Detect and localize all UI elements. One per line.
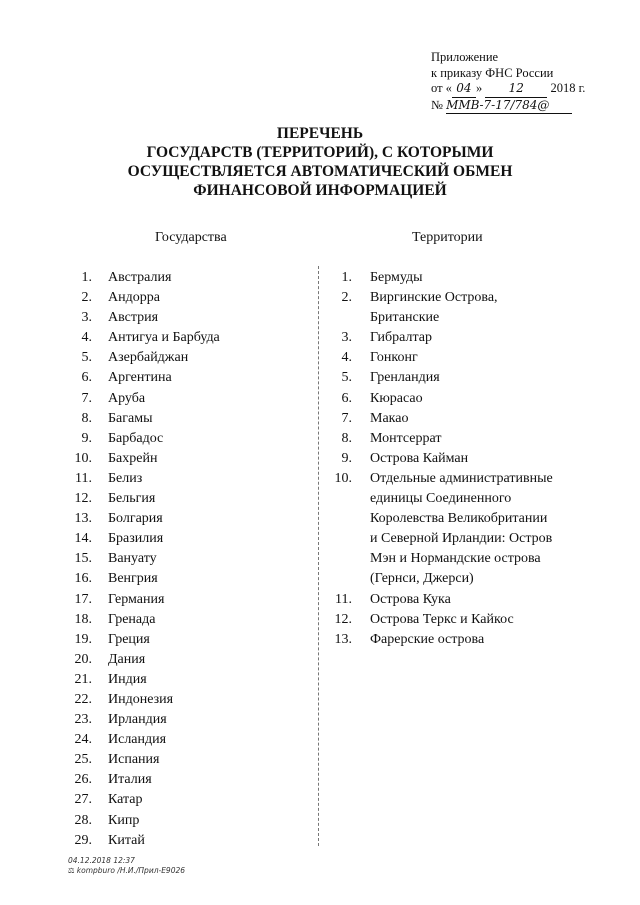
footer-path-text: kompburo /Н.И./Прил-E9026 <box>76 866 186 875</box>
item-name: Венгрия <box>108 571 158 587</box>
item-number <box>330 549 352 569</box>
item-number: 28. <box>74 812 92 828</box>
order-number: ММВ-7-17/784@ <box>446 98 572 115</box>
state-list-item <box>60 569 310 589</box>
item-name: Греция <box>108 631 150 647</box>
territory-list-item <box>330 288 635 308</box>
state-list-item <box>60 368 310 388</box>
item-number: 16. <box>74 571 92 587</box>
appendix-order: к приказу ФНС России <box>431 65 554 80</box>
item-name: Индия <box>108 671 147 687</box>
item-number: 8. <box>341 430 352 446</box>
state-list-item <box>60 429 310 449</box>
date-prefix: от « <box>431 81 452 95</box>
state-list-item <box>60 308 310 328</box>
state-list-item <box>60 529 310 549</box>
states-list <box>60 268 310 851</box>
state-list-item <box>60 750 310 770</box>
item-name: Белиз <box>108 470 143 486</box>
item-name: Барбадос <box>108 430 164 446</box>
item-name: Бермуды <box>370 270 423 285</box>
territories-header: Территории <box>412 230 483 245</box>
item-name: Острова Кайман <box>370 450 469 466</box>
state-list-item <box>60 389 310 409</box>
item-number <box>330 509 352 529</box>
territory-list-item <box>330 429 635 449</box>
date-month: 12 <box>485 81 547 98</box>
item-name: Дания <box>108 651 146 667</box>
item-number <box>330 569 352 589</box>
item-name: и Северной Ирландии: Остров <box>370 531 553 547</box>
territory-list-item <box>330 630 635 650</box>
item-number: 13. <box>334 631 352 647</box>
territory-list-item <box>330 590 635 610</box>
item-name: Гибралтар <box>370 330 433 346</box>
column-divider <box>318 266 319 846</box>
footer-date: 04.12.2018 12:37 <box>68 856 135 865</box>
item-number: 11. <box>75 470 92 486</box>
territory-list-item <box>330 409 635 429</box>
item-number <box>330 529 352 549</box>
item-name: Британские <box>370 310 440 326</box>
item-name: Германия <box>108 591 165 607</box>
item-number: 3. <box>81 310 92 326</box>
state-list-item <box>60 670 310 690</box>
item-number <box>330 308 352 328</box>
item-name: Виргинские Острова, <box>370 290 498 306</box>
item-number: 10. <box>74 450 92 466</box>
item-number: 26. <box>74 772 92 788</box>
item-number: 12. <box>74 491 92 507</box>
states-header: Государства <box>155 230 227 245</box>
state-list-item <box>60 690 310 710</box>
territory-list-item <box>330 348 635 368</box>
item-number: 4. <box>341 350 352 366</box>
state-list-item <box>60 770 310 790</box>
state-list-item <box>60 328 310 348</box>
territory-list-item <box>330 549 635 569</box>
state-list-item <box>60 610 310 630</box>
item-number: 21. <box>74 671 92 687</box>
title-line-1: ПЕРЕЧЕНЬ <box>276 125 364 142</box>
item-name: Гренада <box>108 611 156 627</box>
item-number: 7. <box>81 390 92 406</box>
item-number: 27. <box>74 792 92 808</box>
item-name: Бахрейн <box>108 450 158 466</box>
item-number: 3. <box>341 330 352 346</box>
item-number: 9. <box>341 450 352 466</box>
item-name: Кюрасао <box>370 390 423 406</box>
item-name: Аруба <box>108 390 146 406</box>
item-name: Австрия <box>108 310 159 326</box>
item-name: Индонезия <box>108 691 174 707</box>
item-name: Вануату <box>108 551 157 567</box>
territory-list-item <box>330 569 635 589</box>
title-line-2: ГОСУДАРСТВ (ТЕРРИТОРИЙ), С КОТОРЫМИ <box>146 144 494 161</box>
item-name: Австралия <box>108 270 172 285</box>
item-number: 2. <box>81 290 92 306</box>
item-name: Антигуа и Барбуда <box>108 330 220 346</box>
footer-stamp <box>68 856 185 876</box>
item-name: Ирландия <box>108 712 167 728</box>
item-name: Аргентина <box>108 370 172 386</box>
item-name: Гонконг <box>370 350 418 366</box>
appendix-date <box>431 81 585 98</box>
item-name: Острова Теркс и Кайкос <box>370 611 514 627</box>
state-list-item <box>60 831 310 851</box>
appendix-number <box>431 98 585 115</box>
territory-list-item <box>330 509 635 529</box>
item-number: 23. <box>74 712 92 728</box>
appendix-block <box>431 50 585 114</box>
state-list-item <box>60 630 310 650</box>
item-name: Монтсеррат <box>370 430 442 446</box>
item-number <box>330 489 352 509</box>
item-number: 17. <box>74 591 92 607</box>
state-list-item <box>60 489 310 509</box>
number-prefix: № <box>431 97 443 112</box>
item-name: Бразилия <box>108 531 164 547</box>
item-number: 5. <box>81 350 92 366</box>
territories-list <box>330 268 635 650</box>
item-name: Андорра <box>108 290 160 306</box>
item-name: Королевства Великобритании <box>370 511 548 527</box>
item-number: 9. <box>81 430 92 446</box>
territory-list-item <box>330 389 635 409</box>
item-number: 1. <box>341 270 352 285</box>
item-number: 15. <box>74 551 92 567</box>
item-number: 10. <box>334 470 352 486</box>
item-name: Катар <box>108 792 143 808</box>
item-name: Фарерские острова <box>370 631 485 647</box>
state-list-item <box>60 590 310 610</box>
item-name: единицы Соединенного <box>370 491 512 507</box>
appendix-title: Приложение <box>431 50 499 64</box>
territory-list-item <box>330 529 635 549</box>
territory-list-item <box>330 328 635 348</box>
item-number: 19. <box>74 631 92 647</box>
territory-list-item <box>330 469 635 489</box>
territory-list-item <box>330 610 635 630</box>
date-year: 2018 г. <box>550 81 586 95</box>
item-number: 8. <box>81 410 92 426</box>
item-name: Острова Кука <box>370 591 451 607</box>
item-name: Бельгия <box>108 491 156 507</box>
item-name: Гренландия <box>370 370 440 386</box>
footer-path: ⚖ kompburo /Н.И./Прил-E9026 <box>68 866 186 875</box>
item-number: 24. <box>74 732 92 748</box>
territory-list-item <box>330 308 635 328</box>
item-number: 22. <box>74 691 92 707</box>
item-number: 6. <box>341 390 352 406</box>
item-name: (Гернси, Джерси) <box>370 571 474 587</box>
state-list-item <box>60 409 310 429</box>
item-name: Болгария <box>108 511 163 527</box>
item-number: 7. <box>341 410 352 426</box>
item-number: 5. <box>341 370 352 386</box>
territory-list-item <box>330 368 635 388</box>
territory-list-item <box>330 489 635 509</box>
item-number: 25. <box>74 752 92 768</box>
item-name: Кипр <box>108 812 140 828</box>
item-number: 1. <box>81 270 92 285</box>
state-list-item <box>60 811 310 831</box>
document-title <box>0 124 640 200</box>
item-number: 13. <box>74 511 92 527</box>
state-list-item <box>60 650 310 670</box>
state-list-item <box>60 268 310 288</box>
state-list-item <box>60 730 310 750</box>
title-line-3: ОСУЩЕСТВЛЯЕТСЯ АВТОМАТИЧЕСКИЙ ОБМЕН <box>127 163 513 180</box>
item-number: 12. <box>334 611 352 627</box>
state-list-item <box>60 710 310 730</box>
item-number: 18. <box>74 611 92 627</box>
item-name: Азербайджан <box>108 350 189 366</box>
item-name: Китай <box>108 832 145 848</box>
date-day: 04 <box>452 81 476 98</box>
item-name: Багамы <box>108 410 153 426</box>
state-list-item <box>60 790 310 810</box>
state-list-item <box>60 449 310 469</box>
item-name: Италия <box>108 772 152 788</box>
territory-list-item <box>330 268 635 288</box>
item-number: 20. <box>74 651 92 667</box>
item-number: 2. <box>341 290 352 306</box>
item-number: 4. <box>81 330 92 346</box>
territory-list-item <box>330 449 635 469</box>
item-name: Отдельные административные <box>370 470 553 486</box>
state-list-item <box>60 469 310 489</box>
item-number: 14. <box>74 531 92 547</box>
state-list-item <box>60 288 310 308</box>
item-name: Макао <box>370 410 409 426</box>
item-name: Мэн и Нормандские острова <box>370 551 541 567</box>
state-list-item <box>60 348 310 368</box>
item-number: 6. <box>81 370 92 386</box>
title-line-4: ФИНАНСОВОЙ ИНФОРМАЦИЕЙ <box>193 182 447 199</box>
item-name: Исландия <box>108 732 167 748</box>
item-number: 11. <box>335 591 352 607</box>
item-name: Испания <box>108 752 160 768</box>
item-number: 29. <box>74 832 92 848</box>
state-list-item <box>60 509 310 529</box>
date-mid: » <box>475 81 483 95</box>
state-list-item <box>60 549 310 569</box>
